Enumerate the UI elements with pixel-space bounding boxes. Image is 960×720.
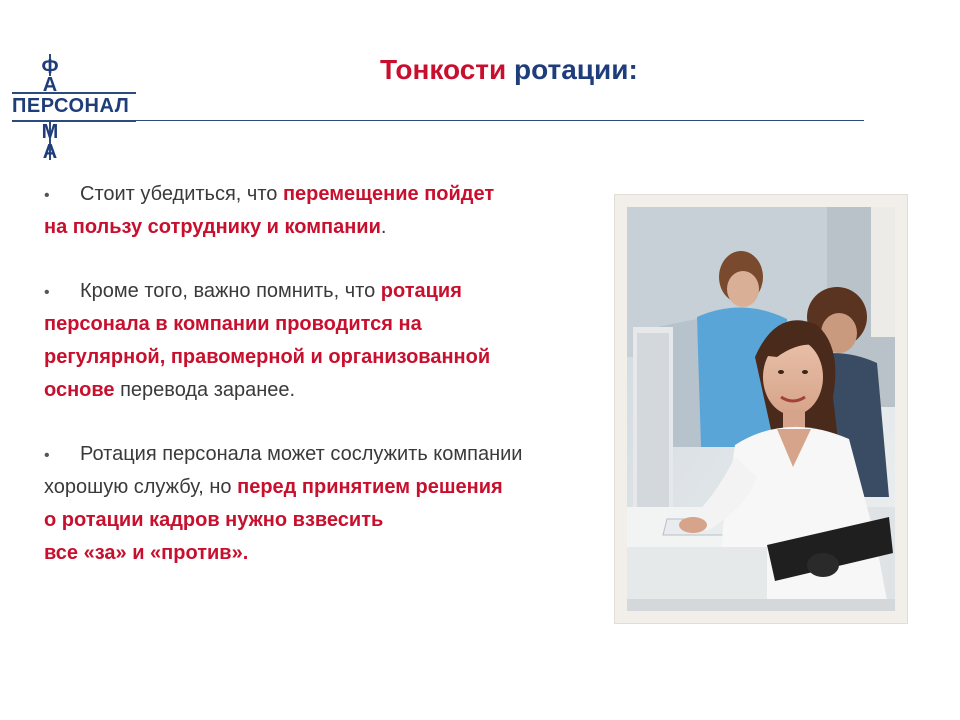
office-photo-illustration	[627, 207, 895, 611]
body-text: перевода заранее.	[114, 379, 296, 401]
bullet-list	[44, 178, 624, 601]
bullet-paragraph	[44, 178, 624, 244]
bullet-line	[44, 341, 624, 374]
logo-letter: А	[42, 74, 58, 96]
slide-title	[380, 54, 638, 86]
highlighted-text: все «за» и «против».	[44, 542, 249, 564]
highlighted-text: регулярной, правомерной и организованной	[44, 346, 491, 368]
body-text: Стоит убедиться, что	[80, 183, 283, 205]
logo-letter: А	[42, 141, 58, 163]
logo-letter: М	[41, 121, 59, 143]
bullet-line	[44, 211, 624, 244]
company-logo	[12, 54, 142, 162]
body-text: хорошую службу, но	[44, 476, 238, 498]
highlighted-text: на пользу сотруднику и компании	[44, 216, 381, 238]
body-text: Кроме того, важно помнить, что	[80, 280, 381, 302]
logo-horizontal-line	[12, 120, 136, 122]
highlighted-text: перемещение пойдет	[282, 183, 495, 205]
bullet-dot-icon: •	[44, 447, 50, 464]
bullet-dot-icon: •	[44, 187, 50, 204]
logo-letter: Ф	[41, 56, 59, 78]
body-text: .	[380, 216, 387, 238]
highlighted-text: персонала в компании проводится на	[44, 313, 422, 335]
bullet-dot-icon: •	[44, 284, 50, 301]
highlighted-text: основе	[44, 379, 115, 401]
bullet-line	[44, 504, 624, 537]
title-rest: ротации:	[506, 54, 638, 85]
highlighted-text: о ротации кадров нужно взвесить	[44, 509, 384, 531]
bullet-line	[44, 178, 624, 211]
highlighted-text: перед принятием решения	[237, 476, 503, 498]
bullet-paragraph	[44, 438, 624, 570]
bullet-line	[44, 438, 624, 471]
office-photo	[627, 207, 895, 611]
photo-frame	[614, 194, 908, 624]
highlighted-text: ротация	[380, 280, 462, 302]
title-divider	[136, 120, 864, 121]
bullet-line	[44, 374, 624, 407]
body-text: Ротация персонала может сослужить компании	[80, 443, 523, 465]
bullet-line	[44, 275, 624, 308]
bullet-line	[44, 537, 624, 570]
bullet-paragraph	[44, 275, 624, 407]
title-highlight: Тонкости	[380, 54, 507, 85]
logo-word: ПЕРСОНАЛ	[12, 95, 130, 117]
bullet-line	[44, 308, 624, 341]
bullet-line	[44, 471, 624, 504]
